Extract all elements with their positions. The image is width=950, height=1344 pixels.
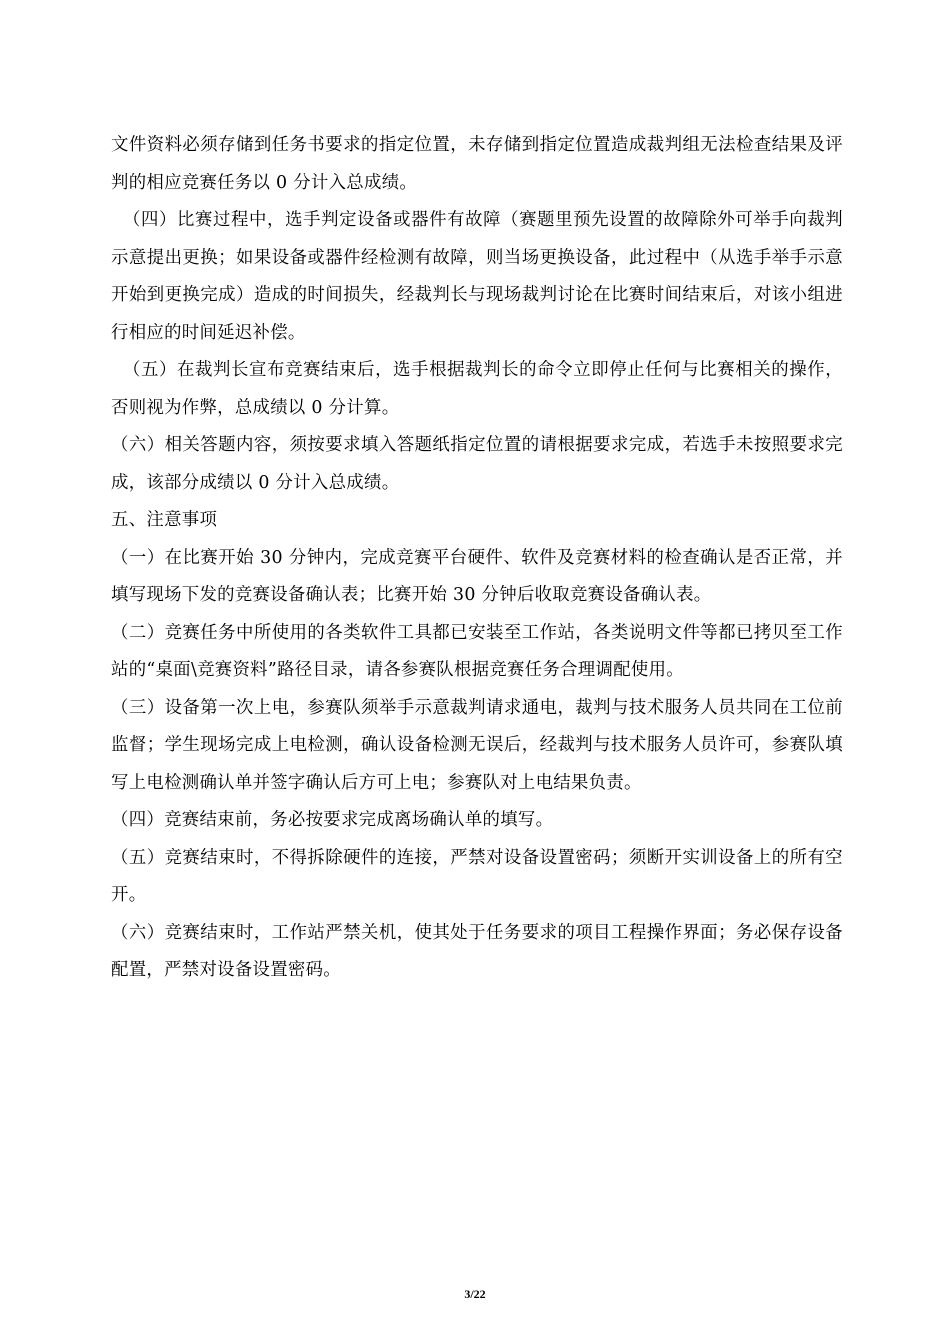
paragraph-note-1: （一）在比赛开始 30 分钟内，完成竞赛平台硬件、软件及竞赛材料的检查确认是否正常，并填写现场下发的竞赛设备确认表；比赛开始 30 分钟后收取竞赛设备确认表。 [111,547,843,605]
paragraph-note-6: （六）竞赛结束时，工作站严禁关机，使其处于任务要求的项目工程操作界面；务必保存设备配置，严禁对设备设置密码。 [111,922,843,980]
paragraph-device-fault: （四）比赛过程中，选手判定设备或器件有故障（赛题里预先设置的故障除外可举手向裁判示意提出更换；如果设备或器件经检测有故障，则当场更换设备，此过程中（从选手举手示意开始到更换完成）造成的时间损失，经裁判长与现场裁判讨论在比赛时间结束后，对该小组进行相应的时间延迟补偿。 [111,210,843,343]
page-number: 3/22 [464,1287,486,1301]
paragraph-storage-rule: 文件资料必须存储到任务书要求的指定位置，未存储到指定位置造成裁判组无法检查结果及评判的相应竞赛任务以 0 分计入总成绩。 [111,135,843,193]
document-body [111,127,843,990]
paragraph-note-4: （四）竞赛结束前，务必按要求完成离场确认单的填写。 [111,810,554,830]
paragraph-answer-sheet: （六）相关答题内容，须按要求填入答题纸指定位置的请根据要求完成，若选手未按照要求完成，该部分成绩以 0 分计入总成绩。 [111,435,843,493]
paragraph-competition-end: （五）在裁判长宣布竞赛结束后，选手根据裁判长的命令立即停止任何与比赛相关的操作，否则视为作弊，总成绩以 0 分计算。 [111,360,843,418]
paragraph-note-5: （五）竞赛结束时，不得拆除硬件的连接，严禁对设备设置密码；须断开实训设备上的所有空开。 [111,847,843,905]
paragraph-note-2: （二）竞赛任务中所使用的各类软件工具都已安装至工作站，各类说明文件等都已拷贝至工作站的“桌面\竞赛资料”路径目录，请各参赛队根据竞赛任务合理调配使用。 [111,622,843,680]
paragraph-note-3: （三）设备第一次上电，参赛队须举手示意裁判请求通电，裁判与技术服务人员共同在工位前监督；学生现场完成上电检测，确认设备检测无误后，经裁判与技术服务人员许可，参赛队填写上电检测确认单并签字确认后方可上电；参赛队对上电结果负责。 [111,697,843,793]
section-heading-notes: 五、注意事项 [111,510,218,530]
